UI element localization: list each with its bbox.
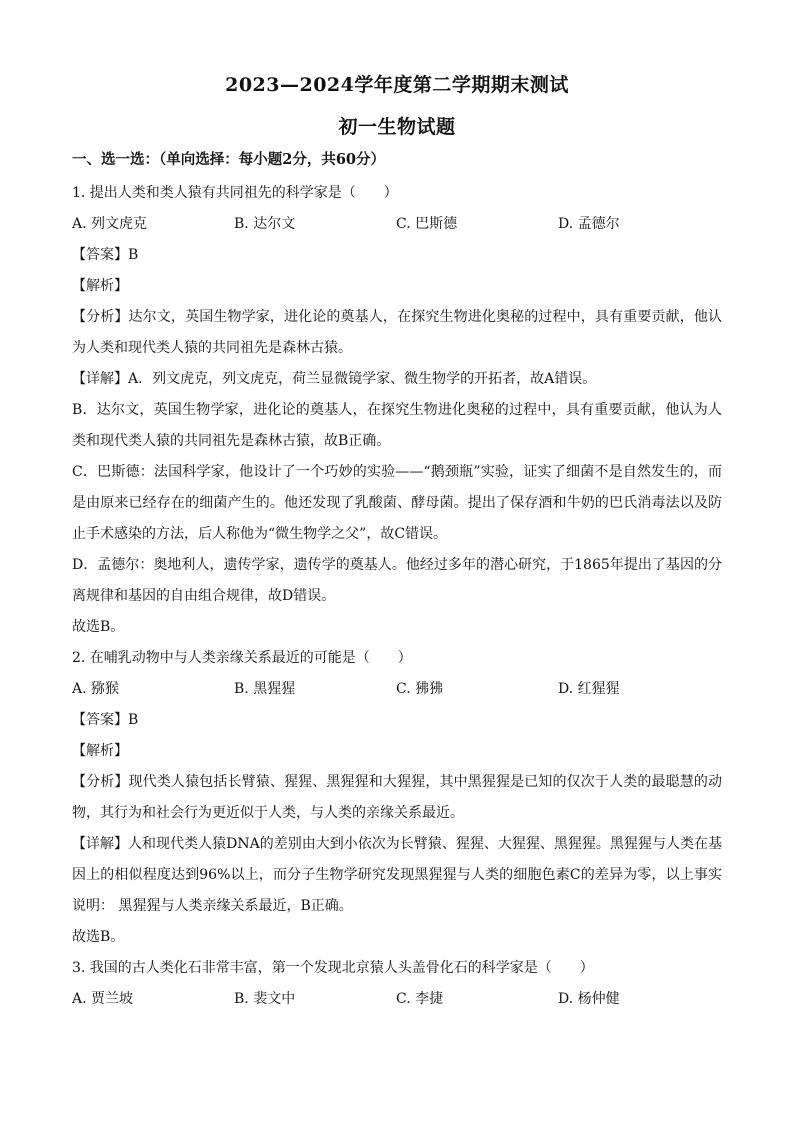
option-b: B. 黑猩猩 <box>234 681 296 697</box>
analysis-paragraph: 【详解】人和现代类人猿DNA的差别由大到小依次为长臂猿、猩猩、大猩猩、黑猩猩。黑猩猩与人类在基因上的相似程度达到96%以上，而分子生物学研究发现黑猩猩与人类的细胞色素C的差异为零，以上事实说明： 黑猩猩与人类亲缘关系最近，B正确。 <box>72 836 722 914</box>
analysis-paragraph: 【分析】达尔文，英国生物学家，进化论的奠基人，在探究生物进化奥秘的过程中，具有重要贡献，他认为人类和现代类人猿的共同祖先是森林古猿。 <box>72 309 722 356</box>
option-b: B. 裴文中 <box>234 991 296 1007</box>
analysis-paragraph: 【分析】现代类人猿包括长臂猿、猩猩、黑猩猩和大猩猩，其中黑猩猩是已知的仅次于人类的最聪慧的动物，其行为和社会行为更近似于人类，与人类的亲缘关系最近。 <box>72 774 722 821</box>
option-a: A. 贾兰坡 <box>72 991 134 1007</box>
option-b: B. 达尔文 <box>234 216 296 232</box>
analysis-tag: 【解析】 <box>72 743 128 759</box>
options-row <box>72 209 722 240</box>
section-heading: 一、选一选：（单向选择：每小题2分，共60分） <box>72 151 386 168</box>
question-stem: 1. 提出人类和类人猿有共同祖先的科学家是（ ） <box>72 185 398 201</box>
question-stem: 3. 我国的古人类化石非常丰富，第一个发现北京猿人头盖骨化石的科学家是（ ） <box>72 960 594 976</box>
analysis-paragraph: D．孟德尔：奥地利人，遗传学家，遗传学的奠基人。他经过多年的潜心研究，于1865年提出了基因的分离规律和基因的自由组合规律，故D错误。 <box>72 557 722 604</box>
conclusion-line: 故选B。 <box>72 619 125 635</box>
answer-line: 【答案】B <box>72 247 139 263</box>
exam-content <box>72 148 722 1015</box>
option-c: C. 狒狒 <box>396 681 444 697</box>
option-a: A. 猕猴 <box>72 681 120 697</box>
conclusion-line: 故选B。 <box>72 929 125 945</box>
option-c: C. 巴斯德 <box>396 216 458 232</box>
options-row <box>72 674 722 705</box>
option-d: D. 杨仲健 <box>558 991 620 1007</box>
option-c: C. 李捷 <box>396 991 444 1007</box>
answer-line: 【答案】B <box>72 712 139 728</box>
option-d: D. 红猩猩 <box>558 681 620 697</box>
option-d: D. 孟德尔 <box>558 216 620 232</box>
analysis-tag: 【解析】 <box>72 278 128 294</box>
exam-subtitle: 初一生物试题 <box>338 116 456 138</box>
options-row <box>72 984 722 1015</box>
question-stem: 2. 在哺乳动物中与人类亲缘关系最近的可能是（ ） <box>72 650 412 666</box>
analysis-paragraph: 【详解】A．列文虎克，列文虎克，荷兰显微镜学家、微生物学的开拓者，故A错误。 <box>72 371 597 387</box>
option-a: A. 列文虎克 <box>72 216 148 232</box>
analysis-paragraph: C．巴斯德：法国科学家，他设计了一个巧妙的实验——“鹅颈瓶”实验，证实了细菌不是自然发生的，而是由原来已经存在的细菌产生的。他还发现了乳酸菌、酵母菌。提出了保存酒和牛奶的巴氏消毒法以及防止手术感染的方法，后人称他为“微生物学之父”，故C错误。 <box>72 464 722 542</box>
analysis-paragraph: B．达尔文，英国生物学家，进化论的奠基人，在探究生物进化奥秘的过程中，具有重要贡献，他认为人类和现代类人猿的共同祖先是森林古猿，故B正确。 <box>72 402 722 449</box>
exam-title: 2023—2024学年度第二学期期末测试 <box>225 74 569 96</box>
